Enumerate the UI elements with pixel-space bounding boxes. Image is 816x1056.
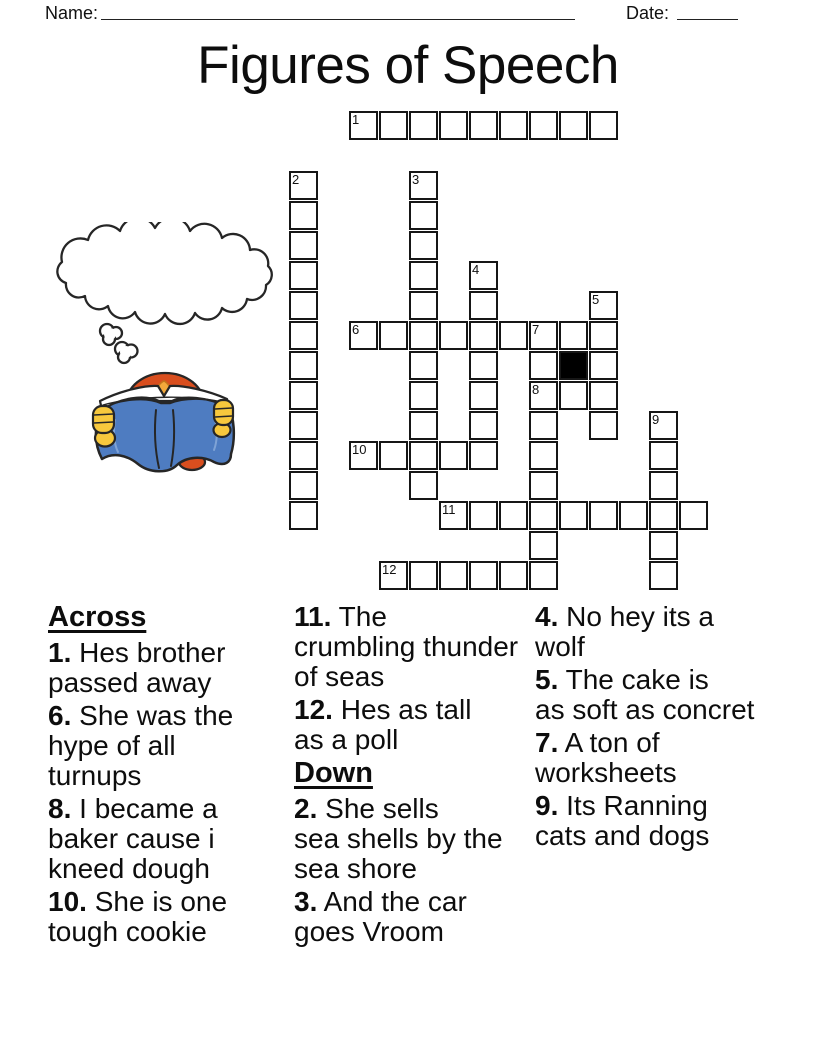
grid-cell	[529, 321, 558, 350]
clue-6: 6. She was the hype of all turnups	[48, 700, 234, 791]
grid-cell	[499, 321, 528, 350]
clue-4: 4. No hey its a wolf	[535, 601, 714, 662]
grid-cell	[589, 501, 618, 530]
clue-8: 8. I became a baker cause i kneed dough	[48, 793, 218, 884]
grid-cell	[469, 321, 498, 350]
grid-cell	[649, 531, 678, 560]
grid-cell	[529, 501, 558, 530]
grid-cell	[589, 381, 618, 410]
grid-cell	[559, 501, 588, 530]
grid-cell	[679, 501, 708, 530]
thought-cloud-icon	[57, 222, 271, 324]
clue-column-1	[48, 602, 290, 950]
grid-cell	[409, 261, 438, 290]
grid-cell	[469, 561, 498, 590]
grid-cell-number: 9	[652, 412, 660, 427]
name-underline	[101, 0, 575, 20]
grid-cell	[439, 441, 468, 470]
grid-cell	[469, 291, 498, 320]
clue-column-2	[294, 602, 534, 950]
grid-cell-number: 6	[352, 322, 360, 337]
grid-cell	[409, 291, 438, 320]
grid-cell	[439, 561, 468, 590]
grid-cell	[649, 471, 678, 500]
grid-cell	[409, 111, 438, 140]
grid-cell	[529, 411, 558, 440]
grid-cell	[409, 321, 438, 350]
date-underline	[677, 0, 738, 20]
grid-cell	[289, 501, 318, 530]
grid-cell	[499, 111, 528, 140]
grid-cell	[529, 561, 558, 590]
grid-cell	[529, 111, 558, 140]
clue-11: 11. The crumbling thunder of seas	[294, 601, 519, 692]
grid-cell	[529, 441, 558, 470]
clue-10: 10. She is one tough cookie	[48, 886, 228, 947]
clue-3: 3. And the car goes Vroom	[294, 886, 467, 947]
grid-cell	[349, 321, 378, 350]
clue-column-3	[535, 602, 803, 854]
grid-cell	[409, 471, 438, 500]
grid-cell	[379, 441, 408, 470]
grid-cell-number: 12	[382, 562, 397, 577]
reader-illustration	[40, 222, 296, 484]
grid-cell-number: 1	[352, 112, 360, 127]
grid-cell	[649, 441, 678, 470]
grid-cell-number: 5	[592, 292, 600, 307]
page-title: Figures of Speech	[197, 36, 619, 95]
reader-right-hand	[214, 400, 234, 437]
grid-cell	[409, 441, 438, 470]
grid-cell	[589, 411, 618, 440]
grid-cell	[439, 111, 468, 140]
reader-left-hand	[93, 406, 115, 447]
grid-cell-number: 2	[292, 172, 300, 187]
grid-cell	[649, 501, 678, 530]
grid-cell	[289, 171, 318, 200]
clue-9: 9. Its Ranning cats and dogs	[535, 790, 710, 851]
clue-2: 2. She sells sea shells by the sea shore	[294, 793, 503, 884]
grid-cell	[409, 411, 438, 440]
grid-cell	[409, 351, 438, 380]
grid-cell	[379, 111, 408, 140]
grid-cell	[499, 501, 528, 530]
grid-cell	[409, 201, 438, 230]
grid-cell	[589, 321, 618, 350]
grid-cell	[589, 291, 618, 320]
grid-cell	[379, 321, 408, 350]
grid-cell-number: 4	[472, 262, 480, 277]
grid-cell	[469, 441, 498, 470]
grid-cell-number: 7	[532, 322, 540, 337]
grid-cell	[349, 111, 378, 140]
grid-cell	[649, 561, 678, 590]
grid-cell	[469, 351, 498, 380]
grid-cell	[559, 321, 588, 350]
grid-cell	[409, 231, 438, 260]
grid-cell	[469, 381, 498, 410]
date-label: Date:	[626, 3, 670, 23]
grid-cell	[469, 111, 498, 140]
grid-cell	[529, 351, 558, 380]
grid-cell	[589, 351, 618, 380]
down-heading: Down	[294, 757, 373, 789]
grid-cell-number: 10	[352, 442, 367, 457]
grid-cell	[529, 471, 558, 500]
clue-1: 1. Hes brother passed away	[48, 637, 226, 698]
grid-cell	[529, 381, 558, 410]
grid-cell	[409, 561, 438, 590]
name-label: Name:	[45, 3, 99, 23]
grid-cell	[439, 501, 468, 530]
grid-cell	[619, 501, 648, 530]
grid-cell	[379, 561, 408, 590]
grid-cell	[649, 411, 678, 440]
grid-black-cell	[559, 351, 588, 380]
across-heading: Across	[48, 601, 147, 633]
grid-cell	[469, 411, 498, 440]
grid-cell	[559, 381, 588, 410]
grid-cell	[529, 531, 558, 560]
thought-puff-icon	[115, 342, 138, 363]
grid-cell	[589, 111, 618, 140]
grid-cell	[409, 171, 438, 200]
grid-cell	[409, 381, 438, 410]
grid-cell-number: 11	[442, 502, 456, 517]
grid-cell	[559, 111, 588, 140]
clue-7: 7. A ton of worksheets	[535, 727, 677, 788]
grid-cell	[499, 561, 528, 590]
clue-12: 12. Hes as tall as a poll	[294, 694, 472, 755]
clue-5: 5. The cake is as soft as concret	[535, 664, 755, 725]
grid-cell	[469, 261, 498, 290]
grid-cell-number: 8	[532, 382, 540, 397]
grid-cell	[349, 441, 378, 470]
grid-cell	[439, 321, 468, 350]
grid-cell	[469, 501, 498, 530]
grid-cell-number: 3	[412, 172, 420, 187]
